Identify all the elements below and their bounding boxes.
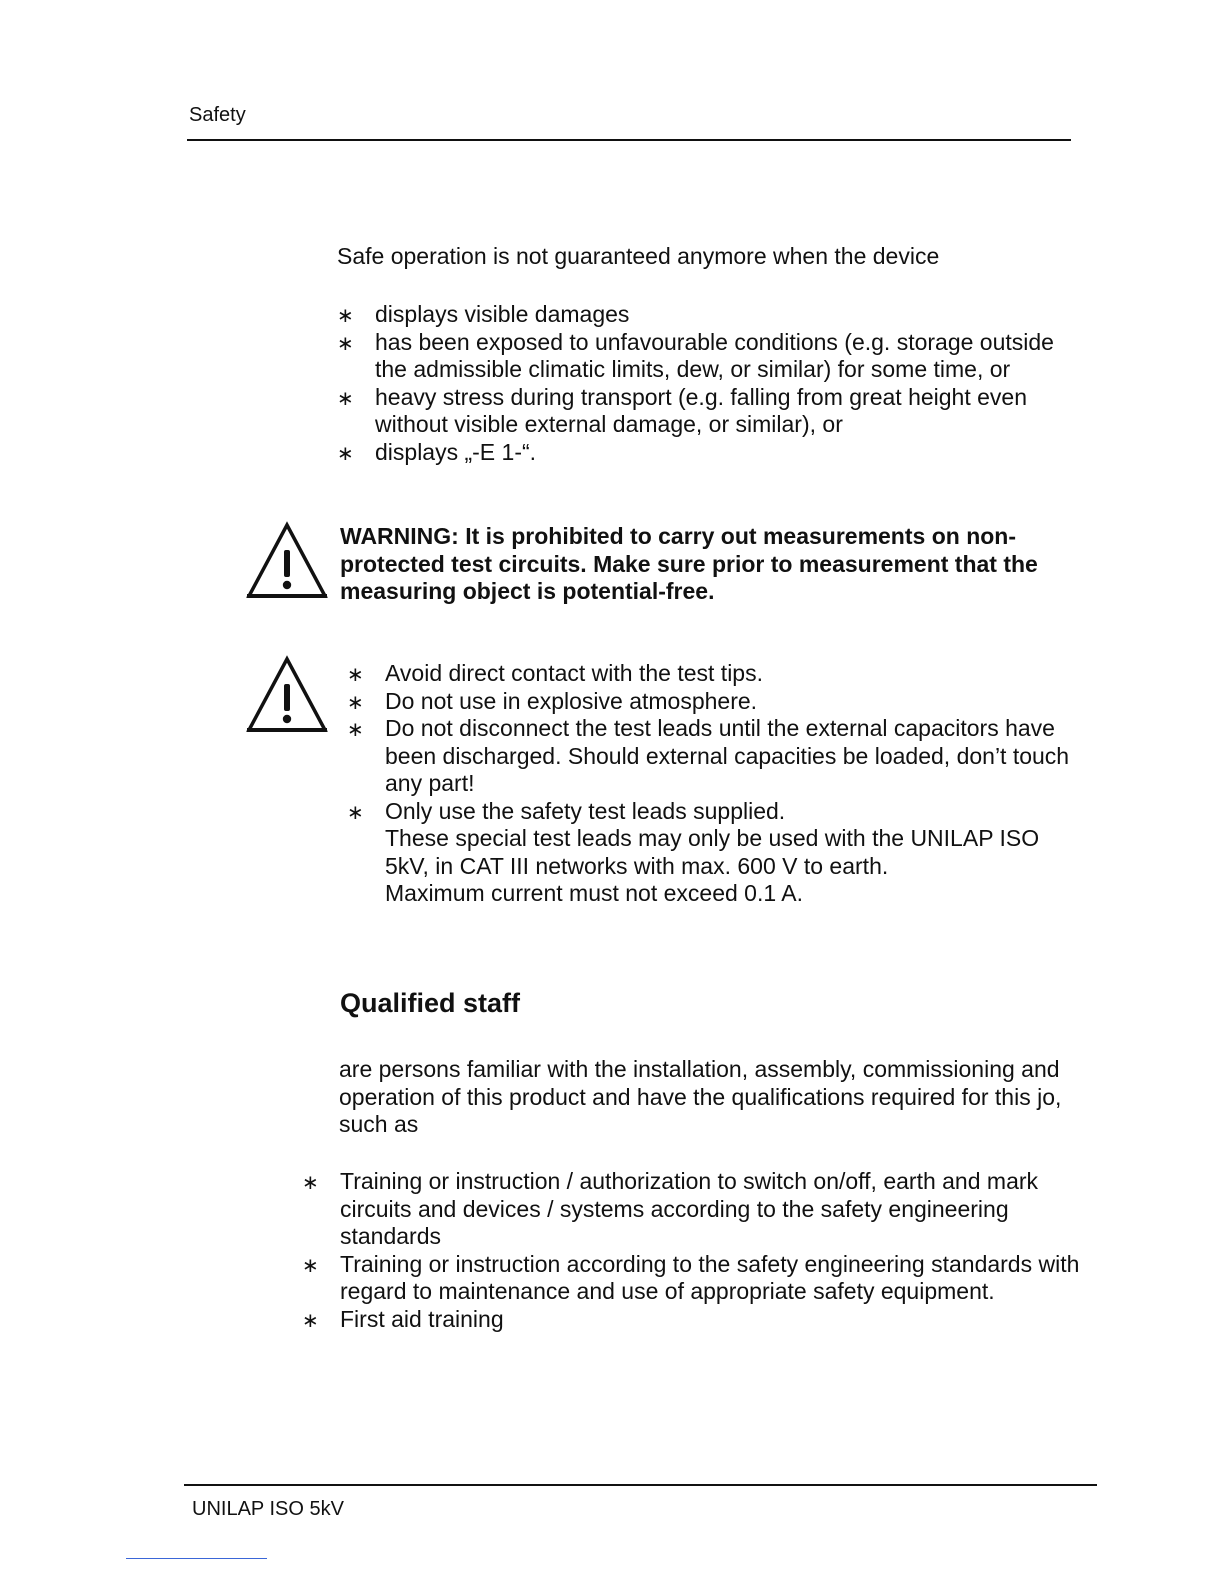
- list-item-text: Avoid direct contact with the test tips.: [385, 660, 763, 686]
- list-item-text: displays „-E 1-“.: [375, 438, 537, 465]
- list-item: [302, 1251, 1082, 1306]
- list-item: [347, 660, 1077, 688]
- list-item: [347, 688, 1077, 716]
- list-item: [337, 384, 1077, 439]
- list-item-text: Training or instruction according to the safety engineering standards with regard to maintenance and use of appropriate safety equipment.: [340, 1250, 1080, 1304]
- precautions-list: [347, 660, 1077, 908]
- bullet-star: ∗: [302, 1254, 319, 1277]
- footer-product-name: UNILAP ISO 5kV: [192, 1498, 344, 1520]
- list-item-note: These special test leads may only be used with the UNILAP ISO 5kV, in CAT III networks with max. 600 V to earth.: [385, 825, 1040, 879]
- list-item-text: First aid training: [340, 1305, 504, 1332]
- list-item-text: displays visible damages: [375, 301, 630, 327]
- list-item: [347, 798, 1077, 908]
- bullet-star: ∗: [347, 801, 364, 824]
- list-item: [337, 329, 1077, 384]
- list-item-text: Do not disconnect the test leads until the external capacitors have been discharged. Should external capacities be loaded, don’t touch any part!: [385, 715, 1070, 796]
- qualified-staff-description: are persons familiar with the installation, assembly, commissioning and operation of this product and have the qualifications required for this jo, such as: [339, 1056, 1062, 1137]
- list-item: [337, 439, 1077, 467]
- bullet-star: ∗: [337, 332, 354, 355]
- list-item-text: Do not use in explosive atmosphere.: [385, 687, 758, 714]
- list-item: [302, 1168, 1082, 1251]
- list-item: [347, 715, 1077, 798]
- bullet-star: ∗: [302, 1172, 319, 1194]
- warning-triangle-icon: [244, 655, 330, 735]
- bullet-star: ∗: [347, 691, 364, 714]
- conditions-list: [337, 301, 1077, 466]
- bullet-star: ∗: [337, 442, 354, 465]
- list-item: [337, 301, 1077, 329]
- bullet-star: ∗: [337, 305, 354, 327]
- list-item: [302, 1306, 1082, 1334]
- list-item-text: Training or instruction / authorization to switch on/off, earth and mark circuits and devices / systems according to the safety engineering standards: [340, 1168, 1039, 1249]
- list-item-text: has been exposed to unfavourable conditions (e.g. storage outside the admissible climatic limits, dew, or similar) for some time, or: [375, 328, 1054, 382]
- footer-divider: [184, 1484, 1097, 1486]
- header-divider: [187, 139, 1071, 141]
- section-title-qualified-staff: Qualified staff: [340, 988, 521, 1018]
- qualifications-list: [302, 1168, 1082, 1333]
- intro-text: Safe operation is not guaranteed anymore when the device: [337, 243, 940, 269]
- page-header-title: Safety: [189, 104, 246, 126]
- decorative-blue-line: [126, 1558, 267, 1559]
- bullet-star: ∗: [337, 387, 354, 410]
- list-item-text: heavy stress during transport (e.g. falling from great height even without visible external damage, or similar), or: [375, 383, 1028, 437]
- list-item-note: Maximum current must not exceed 0.1 A.: [385, 880, 804, 906]
- bullet-star: ∗: [302, 1309, 319, 1332]
- bullet-star: ∗: [347, 664, 364, 686]
- warning-triangle-icon: [244, 521, 330, 601]
- list-item-text: Only use the safety test leads supplied.: [385, 797, 786, 824]
- bullet-star: ∗: [347, 719, 364, 741]
- warning-text: WARNING: It is prohibited to carry out measurements on non-protected test circuits. Make sure prior to measurement that the measuring object is potential-free.: [340, 523, 1038, 604]
